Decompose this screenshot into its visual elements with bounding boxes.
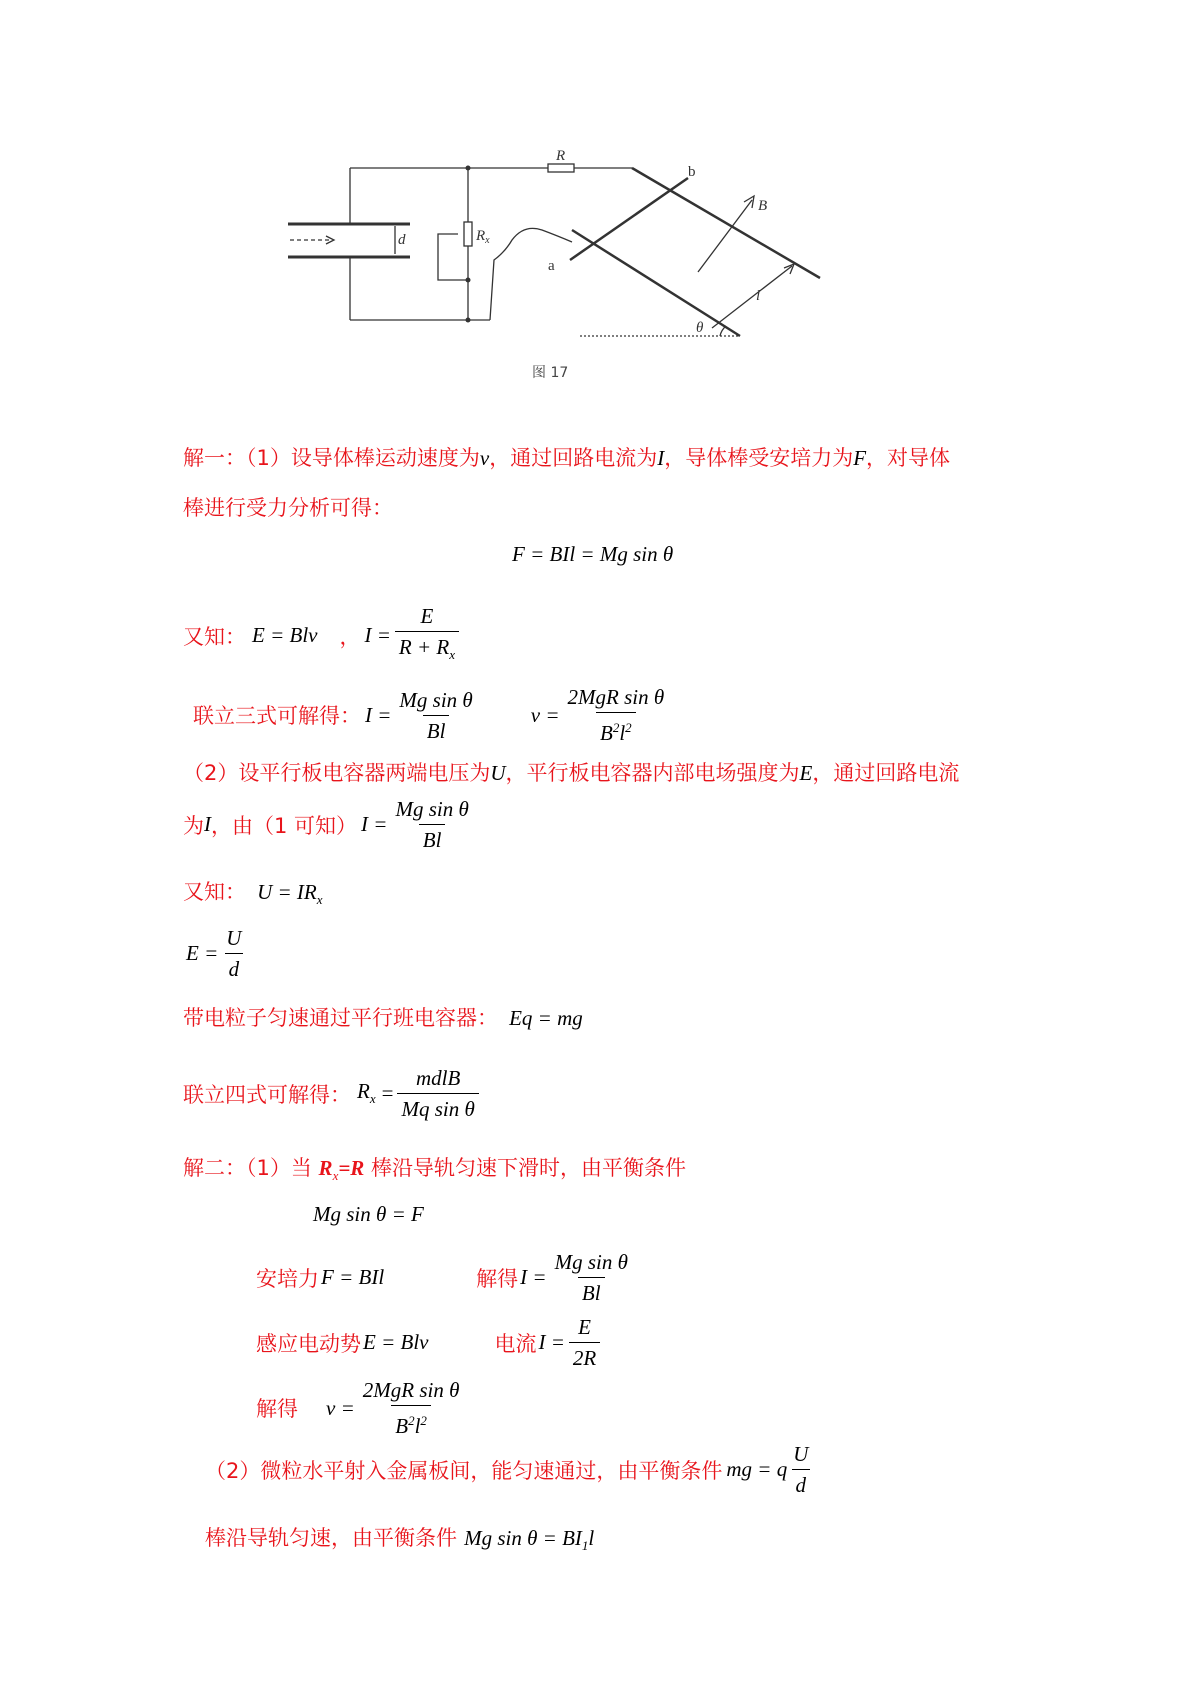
- sol1-para1-line1: 解一：（1）设导体棒运动速度为v，通过回路电流为I，导体棒受安培力为F，对导体: [183, 446, 951, 470]
- label-a: a: [548, 258, 555, 274]
- circuit-figure: [280, 140, 840, 380]
- label-l: l: [756, 288, 761, 304]
- sol1-eq1: F = BIl = Mg sin θ: [512, 542, 674, 566]
- sol1-eq2-row: 又知： E = Blv ， I = $\frac{E}{R + R_x}$: [183, 604, 459, 667]
- sol2-eq4-row: 感应电动势 E = Blv 电流 I = $\frac{E}{2R}$: [256, 1315, 600, 1370]
- sol1-eq6-row: E = $\frac{U}{d}$: [186, 926, 242, 981]
- sol2-eq6-row: 解得 v = $\frac{\text{2MgR sin θ}}{B^2l^2}$: [256, 1378, 460, 1438]
- label-theta: θ: [696, 320, 704, 336]
- label-b: b: [688, 164, 696, 180]
- figure-caption: 图 17: [532, 365, 569, 381]
- sol2-title: 解二：（1）当 $R_x=R$ 棒沿导轨匀速下滑时，由平衡条件: [183, 1156, 687, 1184]
- circuit-diagram: [280, 140, 840, 380]
- sol1-eq3-row: 联立三式可解得： I = $\frac{\text{Mg sin θ}}{Bl}$ v = $\frac{\text{2MgR sin θ}}{B^2l^2}$: [193, 685, 665, 745]
- label-R: R: [556, 148, 566, 164]
- sol1-eq7-row: 带电粒子匀速通过平行班电容器： Eq = mg: [183, 1006, 583, 1030]
- label-B: B: [758, 198, 768, 214]
- sol2-eq1: Mg sin θ = F: [313, 1202, 424, 1226]
- sol1-eq8-row: 联立四式可解得： $R_x$ = $\frac{\text{mdlB}}{\text{Mq sin θ}}$: [183, 1066, 479, 1121]
- sol1-para2-line1: （2）设平行板电容器两端电压为U，平行板电容器内部电场强度为E，通过回路电流: [183, 761, 960, 785]
- sol2-eq7-row: （2）微粒水平射入金属板间，能匀速通过，由平衡条件 mg = q $\frac{U}{d}$: [205, 1442, 809, 1497]
- sol2-eq2-row: 安培力 F = BIl 解得 I = $\frac{\text{Mg sin θ}}{Bl}$: [256, 1250, 628, 1305]
- sol2-eq8-row: 棒沿导轨匀速，由平衡条件 Mg $\sin \theta = BI_1l$: [205, 1526, 595, 1554]
- sol1-para1-line2: 棒进行受力分析可得：: [183, 496, 393, 520]
- sol1-eq5-row: 又知： $U = IR_x$: [183, 880, 323, 908]
- label-d: d: [398, 232, 406, 248]
- label-Rx: $R_x$: [476, 228, 490, 246]
- sol1-para2-line2: 为 I ，由（1 可知） I = $\frac{\text{Mg sin θ}}{Bl}$: [183, 797, 469, 852]
